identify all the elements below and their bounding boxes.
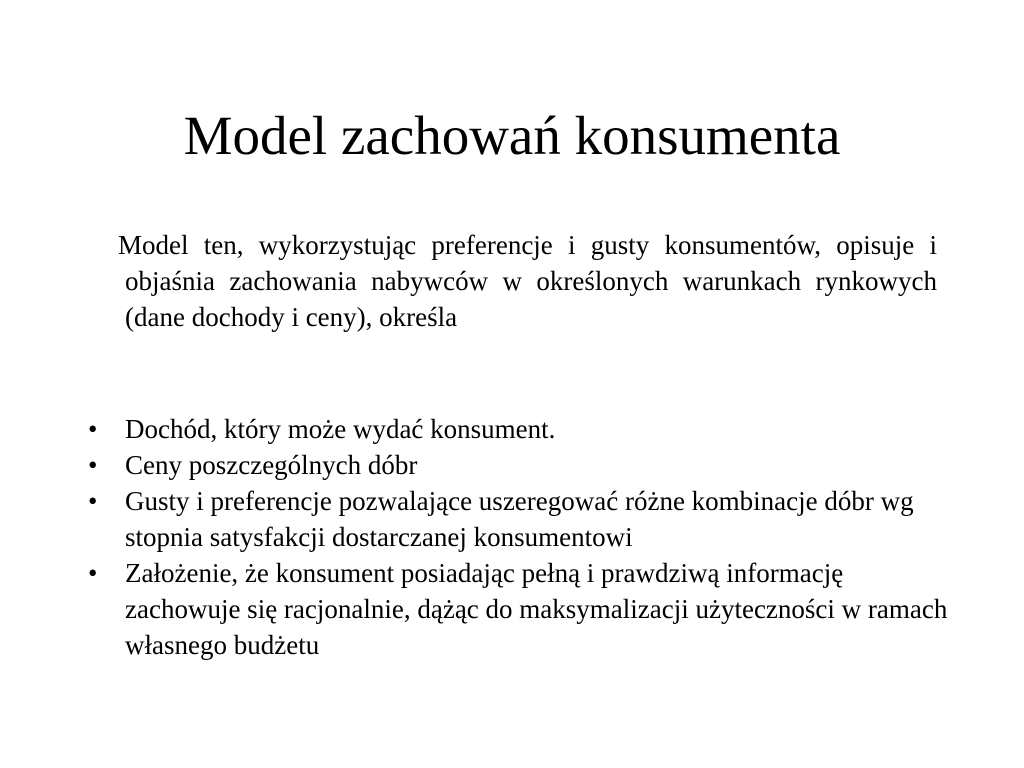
bullet-text: Dochód, który może wydać konsument. — [125, 414, 556, 444]
bullet-text: Ceny poszczególnych dóbr — [125, 450, 418, 480]
slide-title: Model zachowań konsumenta — [183, 105, 841, 166]
bullet-text: Gusty i preferencje pozwalające uszeregować różne kombinacje dóbr wg stopnia satysfakcji dostarczanej konsumentowi — [125, 486, 914, 552]
bullet-item — [78, 447, 948, 483]
bullet-text: Założenie, że konsument posiadając pełną i prawdziwą informację zachowuje się racjonalnie, dążąc do maksymalizacji użyteczności w ramach własnego budżetu — [125, 558, 948, 660]
bullet-icon: • — [88, 450, 98, 480]
intro-paragraph — [118, 227, 937, 335]
intro-text: Model ten, wykorzystując preferencje i gusty konsumentów, opisuje i objaśnia zachowania nabywców w określonych warunkach rynkowych (dane dochody i ceny), określa — [118, 230, 937, 332]
bullet-item — [78, 555, 948, 663]
bullet-icon: • — [88, 486, 98, 516]
bullet-icon: • — [88, 414, 98, 444]
bullet-list — [78, 411, 948, 663]
bullet-item — [78, 411, 948, 447]
bullet-item — [78, 483, 948, 555]
bullet-icon: • — [88, 558, 98, 588]
